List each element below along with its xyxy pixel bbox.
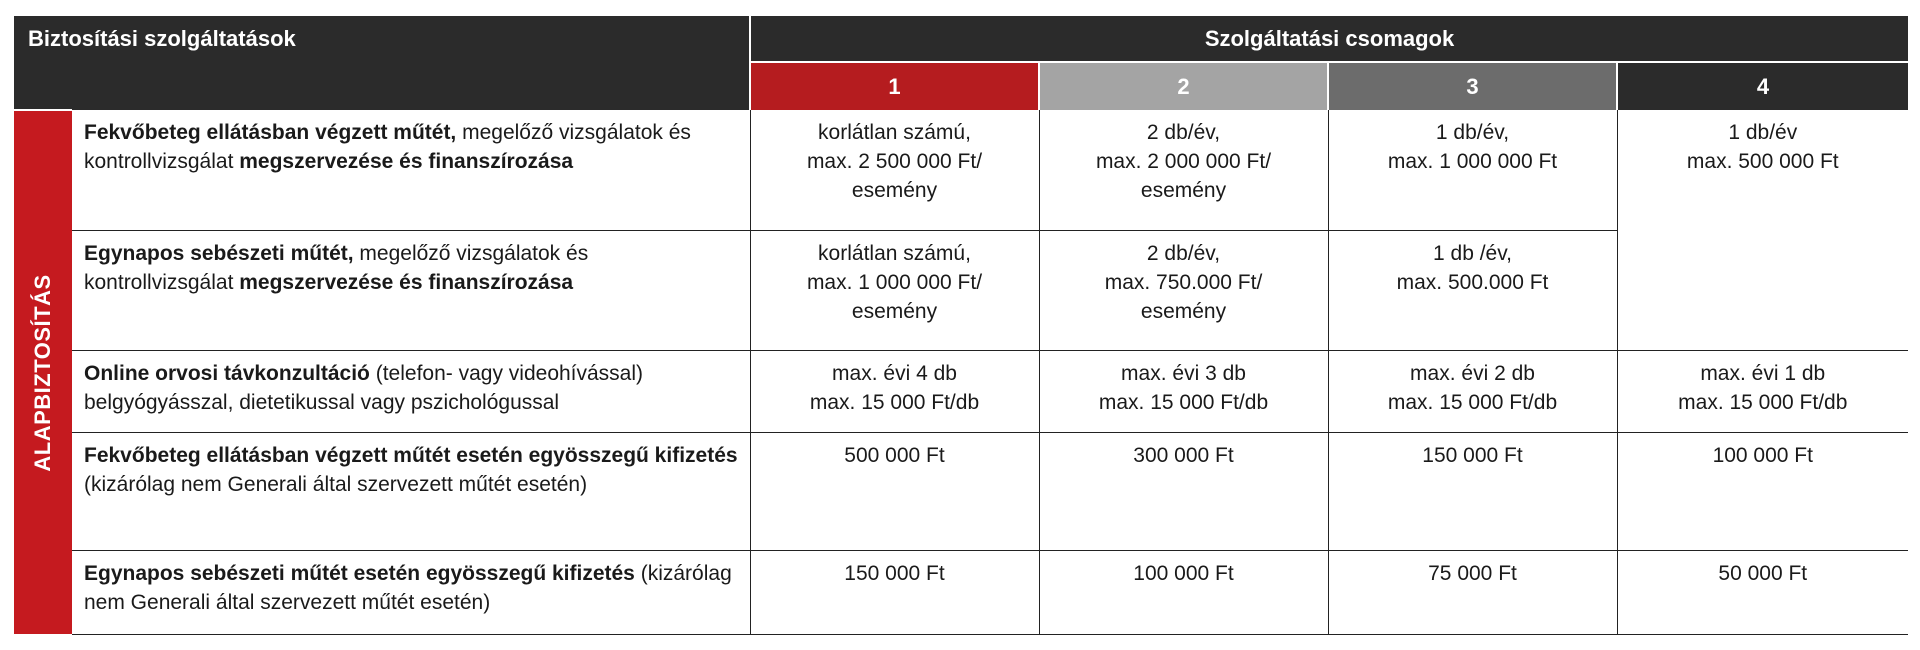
service-description: megelőző vizsgálatok és kontrollvizsgálat: [84, 121, 691, 173]
package-2-header: 2: [1039, 62, 1328, 110]
value-cell: [1328, 110, 1617, 230]
value-cell: [1039, 432, 1328, 550]
service-description: megelőző vizsgálatok és kontrollvizsgálat: [84, 241, 589, 294]
value-cell: [1617, 350, 1908, 432]
service-description: (kizárólag nem Generali által szervezett műtét esetén): [84, 561, 732, 614]
value-line: esemény: [851, 299, 938, 323]
value-cell: [750, 230, 1039, 350]
services-table-container: [14, 16, 1908, 635]
value-line: 100 000 Ft: [1712, 443, 1813, 467]
value-line: max. 2 000 000 Ft/: [1095, 150, 1272, 173]
value-line: max. 500.000 Ft: [1396, 270, 1549, 294]
value-line: 75 000 Ft: [1428, 561, 1517, 585]
service-name-bold: Egynapos sebészeti műtét esetén egyösszegű kifizetés: [84, 561, 635, 585]
value-line: korlátlan számú,: [818, 121, 971, 144]
value-cell: [750, 432, 1039, 550]
value-line: 500 000 Ft: [844, 443, 945, 467]
package-1-header: 1: [750, 62, 1039, 110]
header-services-title: Biztosítási szolgáltatások: [14, 16, 750, 62]
services-table: [14, 16, 1908, 635]
value-line: 100 000 Ft: [1133, 561, 1234, 585]
value-line: esemény: [1140, 299, 1227, 323]
value-line: max. 15 000 Ft/db: [1678, 390, 1848, 414]
value-cell: [750, 110, 1039, 230]
value-line: max. évi 1 db: [1700, 361, 1826, 385]
value-line: 1 db/év,: [1435, 121, 1510, 144]
value-cell: [1328, 432, 1617, 550]
value-line: 1 db /év,: [1433, 241, 1512, 265]
base-insurance-side-label: [14, 110, 72, 634]
value-cell: [1617, 550, 1908, 634]
value-cell-merged: [1617, 110, 1908, 350]
service-cell: [72, 110, 750, 230]
value-cell: [750, 550, 1039, 634]
value-line: 300 000 Ft: [1133, 443, 1234, 467]
value-line: esemény: [851, 179, 938, 202]
service-name-bold: megszervezése és finanszírozása: [239, 270, 574, 294]
value-line: 2 db/év,: [1146, 241, 1221, 265]
value-line: max. 15 000 Ft/db: [1098, 390, 1269, 414]
service-name-bold: Fekvőbeteg ellátásban végzett műtét esetén egyösszegű kifizetés: [84, 443, 738, 467]
value-line: max. 1 000 000 Ft/: [806, 270, 983, 294]
service-name-bold: megszervezése és finanszírozása: [239, 150, 574, 173]
value-cell: [750, 350, 1039, 432]
package-3-header: 3: [1328, 62, 1617, 110]
value-line: korlátlan számú,: [818, 241, 971, 265]
value-cell: [1039, 350, 1328, 432]
value-cell: [1039, 550, 1328, 634]
service-cell: [72, 432, 750, 550]
value-line: 1 db/év: [1728, 121, 1798, 144]
value-cell: [1039, 230, 1328, 350]
service-description: (telefon- vagy videohívással) belgyógyásszal, dietetikussal vagy pszichológussal: [84, 361, 644, 414]
value-line: 2 db/év,: [1146, 121, 1221, 144]
package-4-header: 4: [1617, 62, 1908, 110]
value-line: max. évi 4 db: [832, 361, 957, 385]
value-line: 150 000 Ft: [1422, 443, 1523, 467]
service-cell: [72, 550, 750, 634]
value-line: max. évi 2 db: [1410, 361, 1535, 385]
service-cell: [72, 350, 750, 432]
value-line: 50 000 Ft: [1718, 561, 1808, 585]
value-line: max. évi 3 db: [1121, 361, 1246, 385]
value-line: max. 15 000 Ft/db: [809, 390, 980, 414]
service-name-bold: Egynapos sebészeti műtét,: [84, 241, 354, 265]
value-cell: [1328, 230, 1617, 350]
value-line: esemény: [1140, 179, 1227, 202]
value-line: max. 2 500 000 Ft/: [806, 150, 983, 173]
value-cell: [1328, 550, 1617, 634]
value-line: max. 500 000 Ft: [1686, 150, 1839, 173]
service-cell: [72, 230, 750, 350]
header-spacer: [14, 62, 750, 110]
value-line: max. 750.000 Ft/: [1104, 270, 1263, 294]
service-name-bold: Fekvőbeteg ellátásban végzett műtét,: [84, 121, 457, 144]
value-line: 150 000 Ft: [844, 561, 945, 585]
value-cell: [1617, 432, 1908, 550]
value-cell: [1328, 350, 1617, 432]
value-cell: [1039, 110, 1328, 230]
side-label-text: ALAPBIZTOSÍTÁS: [30, 273, 55, 472]
value-line: max. 1 000 000 Ft: [1387, 150, 1558, 173]
value-line: max. 15 000 Ft/db: [1387, 390, 1558, 414]
service-name-bold: Online orvosi távkonzultáció: [84, 361, 370, 385]
header-packages-title: Szolgáltatási csomagok: [750, 16, 1908, 62]
service-description: (kizárólag nem Generali által szervezett műtét esetén): [84, 472, 588, 496]
